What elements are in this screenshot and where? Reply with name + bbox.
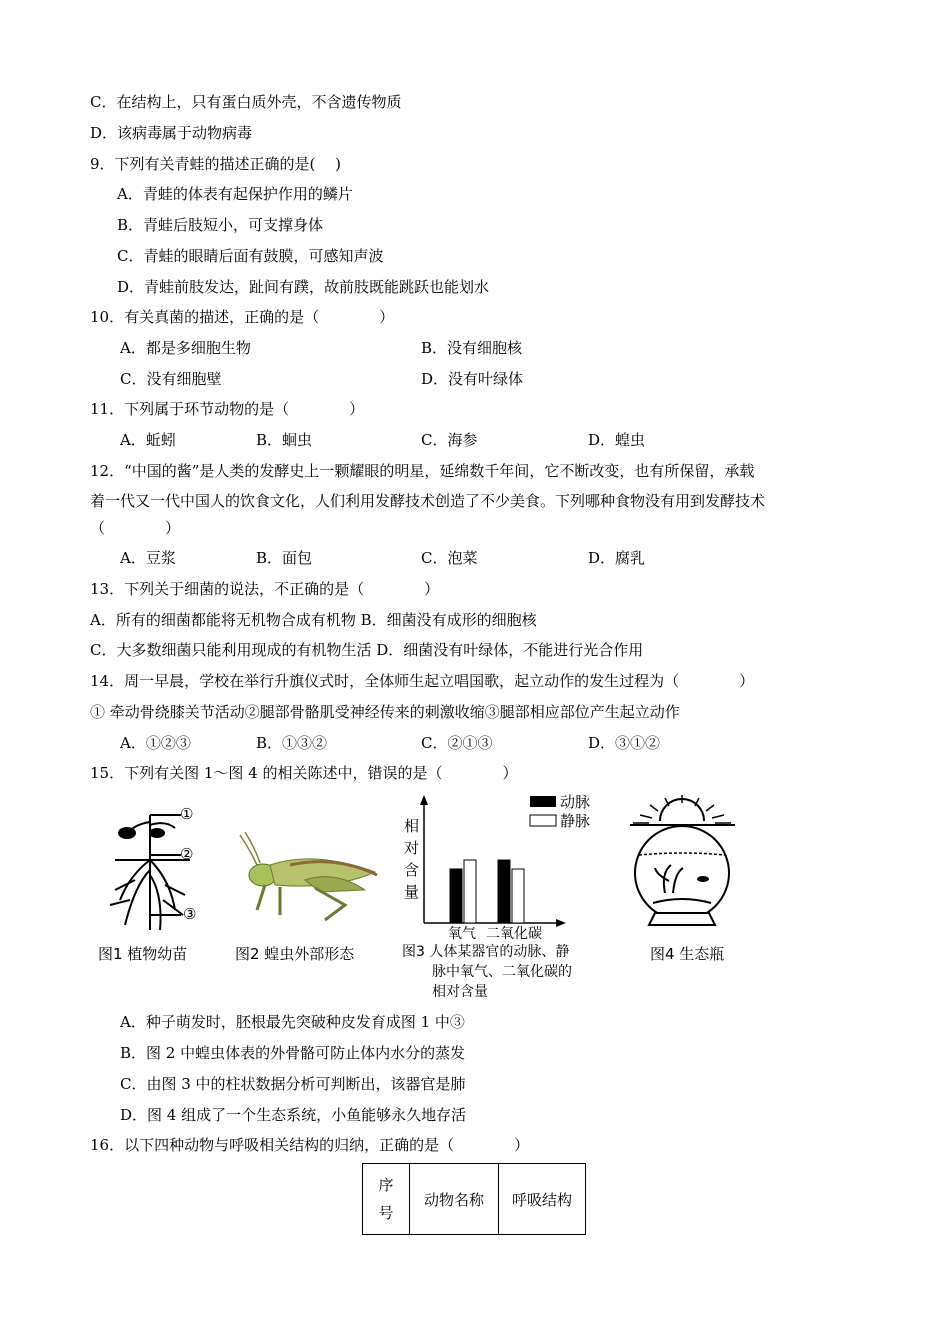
- q11-option-c: C．海参: [421, 431, 478, 449]
- fig3-bar-artery-co2: [498, 860, 510, 923]
- q13-options-ab: A．所有的细菌都能将无机物合成有机物 B．细菌没有成形的细胞核: [90, 611, 537, 629]
- question-9: 9．下列有关青蛙的描述正确的是( ): [90, 155, 342, 173]
- question-15: 15．下列有关图 1～图 4 的相关陈述中，错误的是（ ）: [90, 764, 518, 782]
- table-header-index: [363, 1164, 410, 1235]
- fig1-label-3: ③: [183, 905, 197, 923]
- question-12-line-3: （ ）: [90, 519, 181, 537]
- fig3-ylabel-2: 对: [404, 839, 420, 857]
- q9-option-c: C．青蛙的眼睛后面有鼓膜，可感知声波: [117, 247, 384, 265]
- question-16: 16．以下四种动物与呼吸相关结构的归纳，正确的是（ ）: [90, 1136, 530, 1154]
- q15-option-c: C．由图 3 中的柱状数据分析可判断出，该器官是肺: [120, 1075, 466, 1093]
- q11-option-a: A．蚯蚓: [120, 431, 176, 449]
- question-11: 11．下列属于环节动物的是（ ）: [90, 400, 365, 418]
- q12-option-d: D．腐乳: [588, 549, 646, 567]
- q13-options-cd: C．大多数细菌只能利用现成的有机物生活 D．细菌没有叶绿体，不能进行光合作用: [90, 641, 644, 659]
- fig3-caption-2: 脉中氧气、二氧化碳的: [432, 964, 572, 980]
- question-12-line-1: 12．“中国的酱”是人类的发酵史上一颗耀眼的明星，延绵数千年间，它不断改变，也有所保留，承载: [90, 462, 755, 480]
- q14-option-b: B．①③②: [256, 734, 328, 752]
- fig3-y-arrow: [420, 795, 428, 805]
- q12-option-a: A．豆浆: [120, 549, 176, 567]
- q15-option-b: B．图 2 中蝗虫体表的外骨骼可防止体内水分的蒸发: [120, 1044, 466, 1062]
- option-d-virus: D．该病毒属于动物病毒: [90, 124, 253, 142]
- table-header-index-line-1: 序: [378, 1176, 394, 1194]
- q10-option-b: B．没有细胞核: [421, 339, 523, 357]
- fig3-legend-artery: 动脉: [560, 793, 591, 811]
- q14-option-a: A．①②③: [120, 734, 191, 752]
- fig4-caption: 图4 生态瓶: [650, 945, 725, 963]
- q10-option-c: C．没有细胞壁: [120, 370, 222, 388]
- q9-option-a: A．青蛙的体表有起保护作用的鳞片: [117, 185, 353, 203]
- fig1-label-2: ②: [180, 845, 194, 863]
- q11-option-d: D．蝗虫: [588, 431, 646, 449]
- figure-4-eco-bottle: [625, 793, 740, 938]
- fig3-bar-vein-oxygen: [464, 860, 476, 923]
- q10-option-d: D．没有叶绿体: [421, 370, 524, 388]
- fig3-bar-artery-oxygen: [450, 869, 462, 923]
- fig1-label-1: ①: [180, 805, 194, 823]
- figure-3-bar-chart: [400, 793, 600, 943]
- fig3-legend-vein: 静脉: [560, 812, 591, 830]
- fig3-legend-swatch-vein: [530, 815, 556, 826]
- fig3-xlabel-oxygen: 氧气: [448, 926, 476, 942]
- fig1-leaf-right: [149, 828, 165, 838]
- q10-option-a: A．都是多细胞生物: [120, 339, 251, 357]
- fig1-leaf-left: [118, 827, 136, 839]
- question-10: 10．有关真菌的描述，正确的是（ ）: [90, 308, 395, 326]
- question-14: 14．周一早晨，学校在举行升旗仪式时，全体师生起立唱国歌，起立动作的发生过程为（ ）: [90, 672, 755, 690]
- fig3-caption-3: 相对含量: [432, 984, 488, 1000]
- fig2-caption: 图2 蝗虫外部形态: [235, 945, 355, 963]
- option-c-virus: C．在结构上，只有蛋白质外壳，不含遗传物质: [90, 93, 402, 111]
- table-header-row: [363, 1164, 586, 1235]
- figure-2-grasshopper: [235, 830, 380, 925]
- table-header-animal: 动物名称: [410, 1164, 499, 1235]
- fig3-caption-1: 图3 人体某器官的动脉、静: [402, 944, 570, 960]
- q9-option-b: B．青蛙后肢短小，可支撑身体: [117, 216, 324, 234]
- q15-option-d: D．图 4 组成了一个生态系统，小鱼能够永久地存活: [120, 1106, 467, 1124]
- figure-1-seedling: [95, 800, 215, 940]
- table-header-respiration: 呼吸结构: [499, 1164, 586, 1235]
- q14-option-d: D．③①②: [588, 734, 661, 752]
- q9-option-d: D．青蛙前肢发达，趾间有蹼，故前肢既能跳跃也能划水: [117, 278, 490, 296]
- fig3-legend-swatch-artery: [530, 796, 556, 807]
- fig3-xlabel-co2: 二氧化碳: [486, 926, 542, 942]
- q15-option-a: A．种子萌发时，胚根最先突破种皮发育成图 1 中③: [120, 1013, 465, 1031]
- q14-steps: ① 牵动骨绕膝关节活动②腿部骨骼肌受神经传来的刺激收缩③腿部相应部位产生起立动作: [90, 703, 680, 721]
- q16-table: [362, 1163, 586, 1235]
- q14-option-c: C．②①③: [421, 734, 493, 752]
- q12-option-c: C．泡菜: [421, 549, 478, 567]
- q12-option-b: B．面包: [256, 549, 313, 567]
- fig3-ylabel-3: 含: [404, 861, 420, 879]
- fig3-ylabel-4: 量: [404, 883, 420, 901]
- table-header-index-line-2: 号: [378, 1204, 394, 1222]
- fig3-x-arrow: [556, 919, 566, 927]
- question-13: 13．下列关于细菌的说法，不正确的是（ ）: [90, 580, 440, 598]
- q11-option-b: B．蛔虫: [256, 431, 313, 449]
- fig3-bar-vein-co2: [512, 869, 524, 923]
- fig1-caption: 图1 植物幼苗: [98, 945, 188, 963]
- fig3-ylabel-1: 相: [404, 817, 420, 835]
- question-12-line-2: 着一代又一代中国人的饮食文化，人们利用发酵技术创造了不少美食。下列哪种食物没有用到发酵技术: [90, 492, 766, 510]
